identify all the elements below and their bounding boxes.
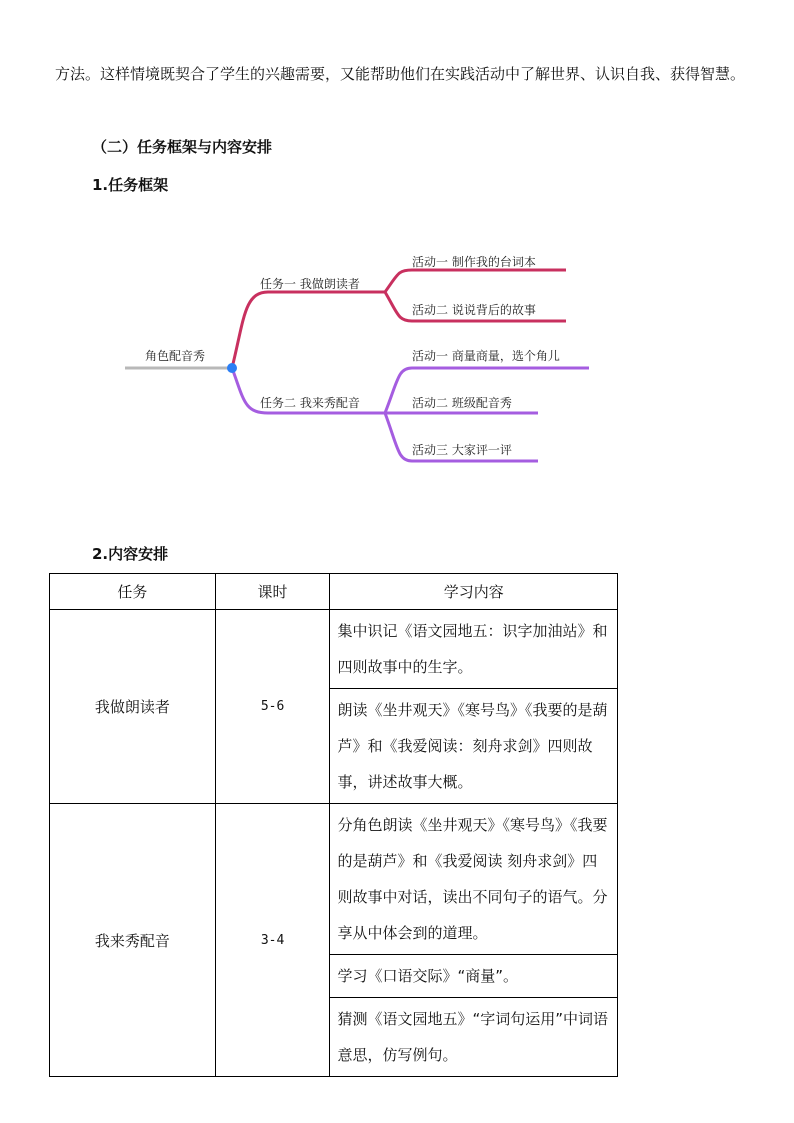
task2-activity3-label: 活动三 大家评一评 (412, 443, 512, 457)
content-cell: 猜测《语文园地五》“字词句运用”中词语意思，仿写例句。 (330, 998, 618, 1077)
root-node-dot (227, 363, 237, 373)
content-cell: 集中识记《语文园地五：识字加油站》和四则故事中的生字。 (330, 610, 618, 689)
content-cell: 分角色朗读《坐井观天》《寒号鸟》《我要的是葫芦》和《我爱阅读 刻舟求剑》四则故事中对话，读出不同句子的语气。分享从中体会到的道理。 (330, 804, 618, 955)
task-mindmap (0, 230, 794, 480)
task-cell: 我来秀配音 (50, 804, 216, 1077)
task1-branch (232, 292, 385, 368)
subheading-task-framework: 1.任务框架 (92, 176, 169, 194)
task1-activity1-label: 活动一 制作我的台词本 (412, 255, 536, 269)
content-cell: 朗读《坐井观天》《寒号鸟》《我要的是葫芦》和《我爱阅读：刻舟求剑》四则故事，讲述故事大概。 (330, 689, 618, 804)
header-hours: 课时 (215, 574, 330, 610)
hours-cell: 3-4 (215, 804, 330, 1077)
table-row (50, 804, 618, 955)
task2-activity1-label: 活动一 商量商量，选个角儿 (412, 349, 560, 363)
section-heading: （二）任务框架与内容安排 (92, 138, 273, 156)
task1-label: 任务一 我做朗读者 (260, 277, 360, 291)
subheading-content-arrangement: 2.内容安排 (92, 545, 169, 563)
task2-label: 任务二 我来秀配音 (260, 396, 360, 410)
table-header-row (50, 574, 618, 610)
task1-activity2-label: 活动二 说说背后的故事 (412, 303, 536, 317)
task2-activity2-label: 活动二 班级配音秀 (412, 396, 512, 410)
header-content: 学习内容 (330, 574, 618, 610)
intro-paragraph: 方法。这样情境既契合了学生的兴趣需要，又能帮助他们在实践活动中了解世界、认识自我、获得智慧。 (55, 65, 746, 83)
root-label: 角色配音秀 (145, 349, 206, 363)
task1-activity1-branch (385, 270, 566, 292)
hours-cell: 5-6 (215, 610, 330, 804)
content-cell: 学习《口语交际》“商量”。 (330, 955, 618, 998)
header-task: 任务 (50, 574, 216, 610)
content-table (49, 573, 618, 1077)
task-cell: 我做朗读者 (50, 610, 216, 804)
table-row (50, 610, 618, 689)
